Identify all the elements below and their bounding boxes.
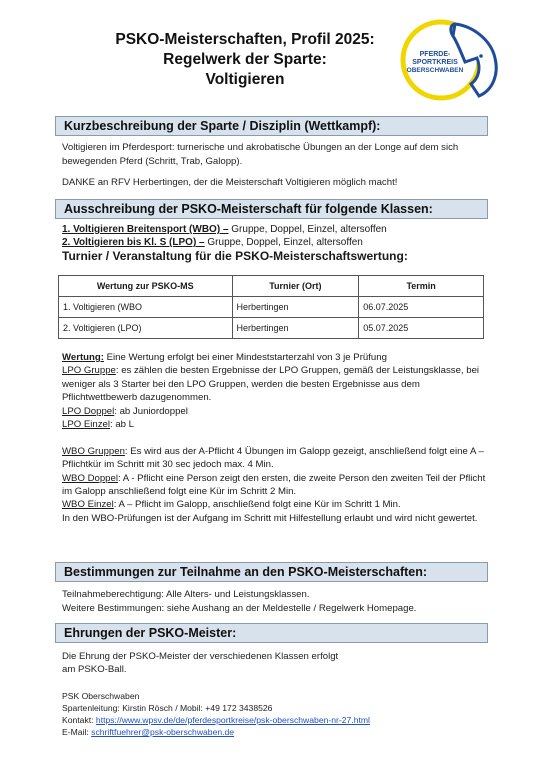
table-row <box>59 297 484 318</box>
wbo-gruppen-text: : Es wird aus der A-Pflicht 4 Übungen im Galopp gezeigt, anschließend folgt eine A – Pflichtkür im Schritt mit 30 sec jedoch max. 4 Min. <box>62 445 484 471</box>
section-heading-ausschreibung: Ausschreibung der PSKO-Meisterschaft für folgende Klassen: <box>55 199 488 219</box>
lpo-einzel-text: : ab L <box>110 419 135 431</box>
title-line-3: Voltigieren <box>205 71 285 88</box>
kurz-paragraph-1: Voltigieren im Pferdesport: turnerische und akrobatische Übungen an der Longe auf dem sich bewegenden Pferd (Schritt, Trab, Galopp). <box>62 142 459 167</box>
email-label: E-Mail: <box>62 727 92 737</box>
lpo-gruppe-line <box>62 364 492 404</box>
kontakt-label: Kontakt: <box>62 715 96 725</box>
lpo-doppel-text: : ab Juniordoppel <box>114 405 188 417</box>
wbo-einzel-label: WBO Einzel <box>62 499 114 511</box>
document-title <box>60 30 430 90</box>
lpo-doppel-line <box>62 405 492 418</box>
horse-head-icon <box>453 24 496 96</box>
class-1-label: 1. Voltigieren Breitensport (WBO) – <box>62 224 229 235</box>
logo-text-2: SPORTKREIS <box>412 59 458 66</box>
turnier-heading: Turnier / Veranstaltung für die PSKO-Meisterschaftswertung: <box>62 249 408 263</box>
wertung-block <box>62 351 492 525</box>
footer <box>62 690 502 738</box>
wbo-gruppen-line <box>62 445 492 472</box>
table-cell: Herbertingen <box>232 297 359 318</box>
wbo-doppel-line <box>62 472 492 499</box>
section-heading-kurzbeschreibung: Kurzbeschreibung der Sparte / Disziplin (Wettkampf): <box>55 116 488 136</box>
table-cell: 06.07.2025 <box>359 297 484 318</box>
footer-email <box>62 726 502 738</box>
wbo-doppel-label: WBO Doppel <box>62 472 118 484</box>
lpo-einzel-line <box>62 418 492 431</box>
table-cell: 2. Voltigieren (LPO) <box>59 318 233 339</box>
logo-text-3: OBERSCHWABEN <box>406 67 464 74</box>
lpo-einzel-label: LPO Einzel <box>62 419 110 431</box>
bestimmungen-line-2: Weitere Bestimmungen: siehe Aushang an der Meldestelle / Regelwerk Homepage. <box>62 603 417 614</box>
table-header-cell: Wertung zur PSKO-MS <box>59 276 233 297</box>
wbo-einzel-text: : A – Pflicht im Galopp, anschließend folgt eine Kür im Schritt 1 Min. <box>113 499 401 511</box>
table-header-row <box>59 276 484 297</box>
table-cell: 1. Voltigieren (WBO <box>59 297 233 318</box>
table-cell: 05.07.2025 <box>359 318 484 339</box>
section-heading-bestimmungen: Bestimmungen zur Teilnahme an den PSKO-Meisterschaften: <box>55 562 488 582</box>
lpo-doppel-label: LPO Doppel <box>62 405 115 417</box>
class-item-1 <box>62 223 387 236</box>
section-heading-ehrungen: Ehrungen der PSKO-Meister: <box>55 623 488 643</box>
table-header-cell: Turnier (Ort) <box>232 276 359 297</box>
wbo-doppel-text: : A - Pflicht eine Person zeigt den ersten, die zweite Person den zweiten Teil der Pflicht im Galopp anschließend folgt eine Kür im Schritt 2 Min. <box>62 472 486 498</box>
logo-text-1: PFERDE- <box>419 51 451 58</box>
lpo-gruppe-text: : es zählen die besten Ergebnisse der LPO Gruppen, gemäß der Leistungsklasse, bei weniger als 3 Starter bei den LPO Gruppen, werden die besten Ergebnisse aus dem Pflichtwettbewerb dazugenommen. <box>62 365 480 404</box>
wbo-gruppen-label: WBO Gruppen <box>62 445 125 457</box>
wbo-einzel-line <box>62 498 492 511</box>
wertung-text: Eine Wertung erfolgt bei einer Mindeststarterzahl von 3 je Prüfung <box>103 352 387 363</box>
table-row <box>59 318 484 339</box>
class-1-detail: Gruppe, Doppel, Einzel, altersoffen <box>228 224 387 235</box>
table-header-cell: Termin <box>359 276 484 297</box>
bestimmungen-line-1: Teilnahmeberechtigung: Alle Alters- und Leistungsklassen. <box>62 589 310 600</box>
kontakt-link[interactable]: https://www.wpsv.de/de/pferdesportkreise/psk-oberschwaben-nr-27.html <box>95 715 370 725</box>
wertung-line <box>62 351 492 364</box>
class-item-2 <box>62 236 363 249</box>
title-line-1: PSKO-Meisterschaften, Profil 2025: <box>115 31 375 48</box>
lpo-gruppe-label: LPO Gruppe <box>62 365 116 377</box>
ehrungen-line-2: am PSKO-Ball. <box>62 664 127 675</box>
footer-kontakt <box>62 714 502 726</box>
email-link[interactable]: schriftfuehrer@psk-oberschwaben.de <box>91 727 235 737</box>
class-2-detail: Gruppe, Doppel, Einzel, altersoffen <box>204 237 363 248</box>
title-line-2: Regelwerk der Sparte: <box>163 51 327 68</box>
wbo-note: In den WBO-Prüfungen ist der Aufgang im Schritt mit Hilfestellung erlaubt und wird nicht gewertet. <box>62 512 478 524</box>
class-2-label: 2. Voltigieren bis Kl. S (LPO) – <box>62 237 205 248</box>
kurz-paragraph-2: DANKE an RFV Herbertingen, der die Meisterschaft Voltigieren möglich macht! <box>62 177 398 188</box>
wertung-label: Wertung: <box>62 352 104 363</box>
psko-logo <box>395 18 507 102</box>
table-cell: Herbertingen <box>232 318 359 339</box>
footer-leitung: Spartenleitung: Kirstin Rösch / Mobil: +49 172 3438526 <box>62 703 273 713</box>
ehrungen-line-1: Die Ehrung der PSKO-Meister der verschiedenen Klassen erfolgt <box>62 651 339 662</box>
meisterschaft-table <box>58 275 484 339</box>
footer-org: PSK Oberschwaben <box>62 691 140 701</box>
